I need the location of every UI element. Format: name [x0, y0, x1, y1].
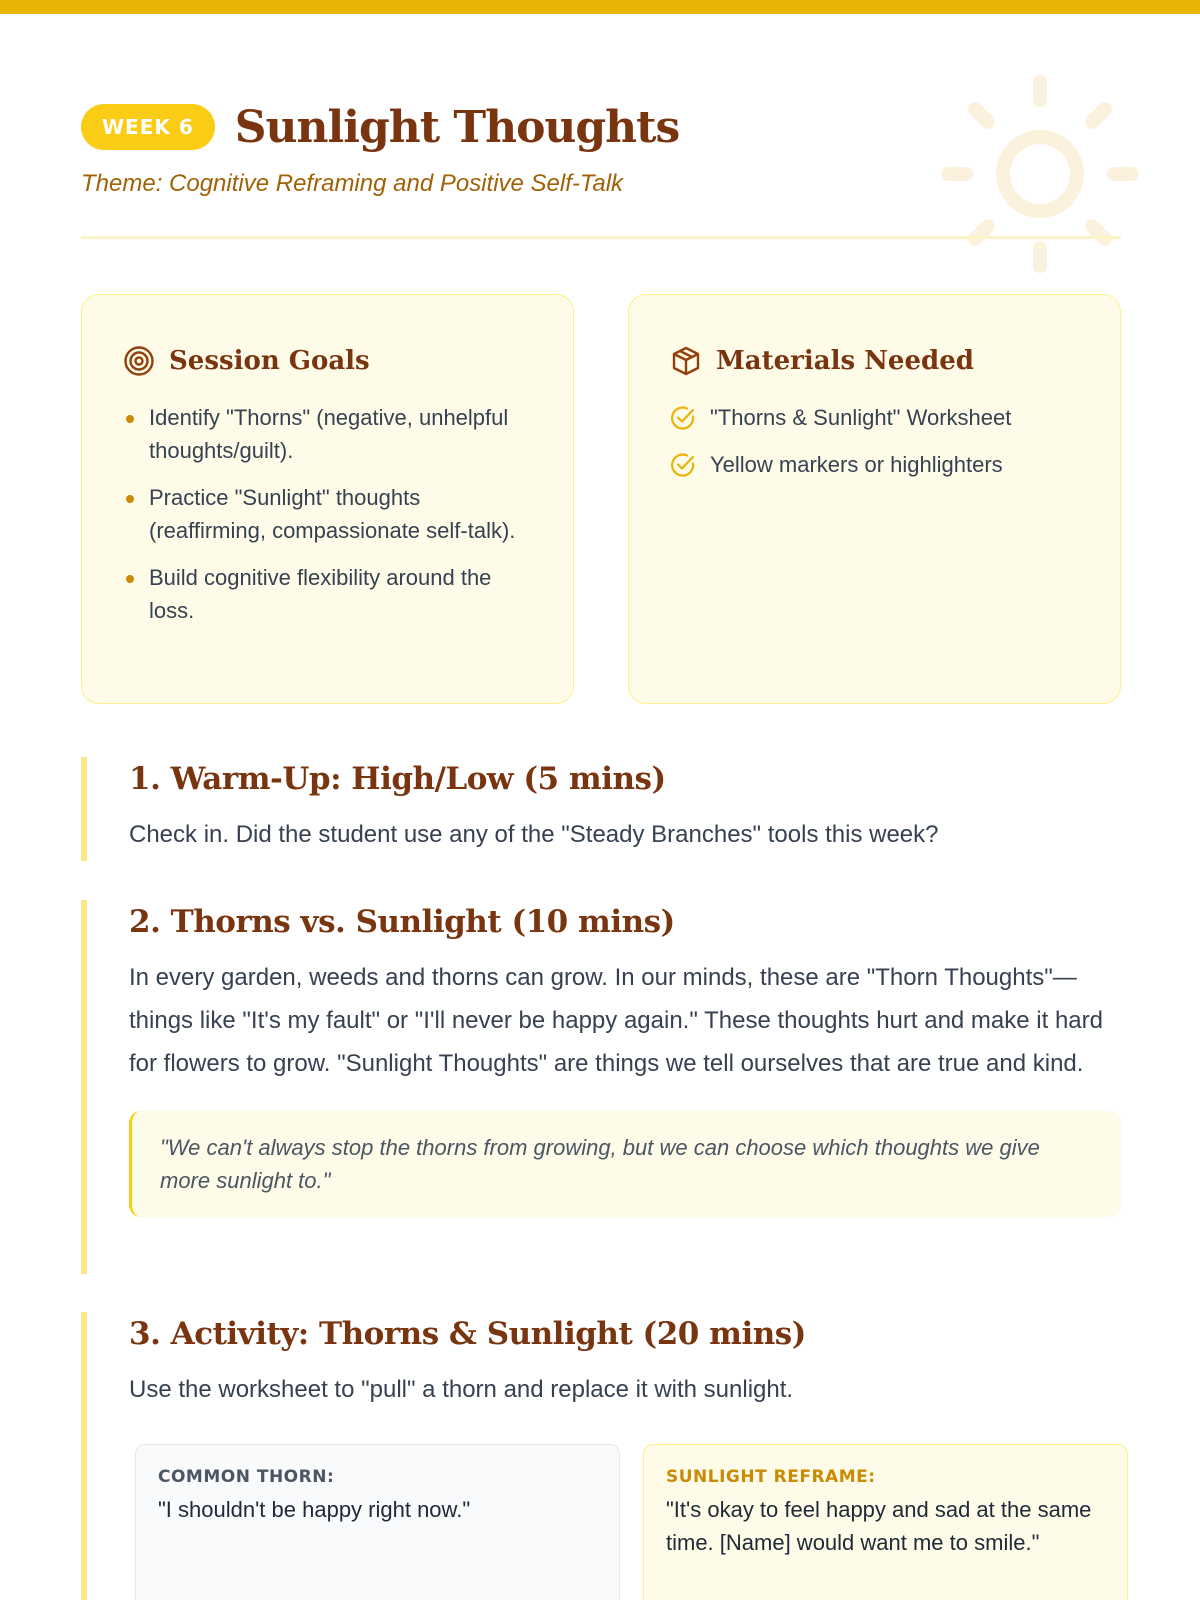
material-item — [670, 448, 1080, 481]
goals-list — [123, 401, 533, 627]
session-goals-title: Session Goals — [169, 346, 370, 376]
common-thorn-label: COMMON THORN: — [158, 1467, 335, 1487]
section-warm-up — [81, 757, 1121, 861]
section-text: Use the worksheet to "pull" a thorn and replace it with sunlight. — [129, 1376, 794, 1403]
page-header — [81, 96, 1121, 198]
box-icon — [670, 345, 702, 377]
section-title: 3. Activity: Thorns & Sunlight (20 mins) — [129, 1316, 806, 1352]
section-text: In every garden, weeds and thorns can grow. In our minds, these are "Thorn Thoughts"—things like "It's my fault" or "I'll never be happy again." These thoughts hurt and make it hard for flowers to grow. "Sunlight Thoughts" are things we tell ourselves that are true and kind. — [129, 964, 1103, 1077]
goal-item: Practice "Sunlight" thoughts (reaffirming, compassionate self-talk). — [123, 481, 533, 547]
material-label: "Thorns & Sunlight" Worksheet — [710, 405, 1012, 430]
materials-card — [628, 294, 1121, 704]
materials-list — [670, 401, 1080, 481]
session-goals-card — [81, 294, 574, 704]
week-badge: WEEK 6 — [81, 104, 215, 150]
sunlight-reframe-box — [643, 1444, 1128, 1600]
sunlight-reframe-text: "It's okay to feel happy and sad at the same time. [Name] would want me to smile." — [666, 1497, 1092, 1555]
material-label: Yellow markers or highlighters — [710, 452, 1003, 477]
materials-title: Materials Needed — [716, 346, 974, 376]
section-thorns-vs-sunlight — [81, 900, 1121, 1274]
sunlight-reframe-label: SUNLIGHT REFRAME: — [666, 1467, 876, 1487]
common-thorn-text: "I shouldn't be happy right now." — [158, 1497, 471, 1522]
section-title: 1. Warm-Up: High/Low (5 mins) — [129, 761, 666, 797]
page-title: Sunlight Thoughts — [234, 101, 680, 153]
goal-item: Build cognitive flexibility around the loss. — [123, 561, 533, 627]
top-accent-bar — [0, 0, 1200, 14]
common-thorn-box — [135, 1444, 620, 1600]
section-activity — [81, 1312, 1121, 1600]
section-title: 2. Thorns vs. Sunlight (10 mins) — [129, 904, 675, 940]
header-divider — [81, 236, 1121, 239]
quote-callout: "We can't always stop the thorns from growing, but we can choose which thoughts we give more sunlight to." — [129, 1111, 1121, 1217]
goal-item: Identify "Thorns" (negative, unhelpful thoughts/guilt). — [123, 401, 533, 467]
target-icon — [123, 345, 155, 377]
check-circle-icon — [670, 405, 696, 431]
material-item — [670, 401, 1080, 434]
check-circle-icon — [670, 452, 696, 478]
theme-subtitle: Theme: Cognitive Reframing and Positive Self-Talk — [81, 170, 624, 197]
section-text: Check in. Did the student use any of the "Steady Branches" tools this week? — [129, 821, 939, 848]
